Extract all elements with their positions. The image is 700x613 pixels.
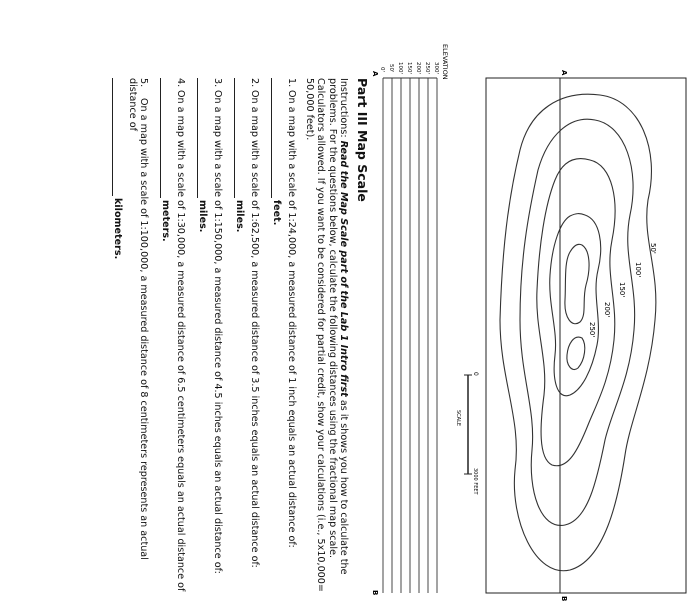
question-number: 4.: [175, 78, 187, 88]
answer-row-3: [196, 78, 208, 598]
contour-line-250-a: [565, 244, 589, 323]
contour-line-250-b: [567, 337, 585, 369]
contour-label-200: 200': [603, 302, 611, 318]
contour-label-250: 250': [588, 322, 596, 338]
instructions-rest: as it shows you how to calculate the problems. For the questions below, calculate the following distances using the fractional map scale. Calculators allowed. If you want to be considered for partial credit, show your calculations (i.e., 5x10,000= 50,000 feet).: [303, 78, 349, 592]
question-number: 3.: [212, 78, 224, 88]
map-label-a: A: [560, 70, 568, 76]
contour-line-100: [520, 119, 635, 525]
answer-unit-4: meters.: [160, 200, 172, 242]
contour-map-figure: [440, 0, 700, 613]
answer-unit-5: kilometers.: [112, 198, 124, 260]
contour-label-150: 150': [618, 282, 626, 298]
map-frame: [486, 78, 686, 593]
map-label-b: B: [560, 596, 568, 602]
answer-blank-4[interactable]: [160, 78, 170, 198]
tick-label: 200': [415, 62, 421, 75]
answer-row-2: [233, 78, 245, 598]
answer-row-1: [270, 78, 282, 598]
profile-label-b: B: [371, 590, 379, 596]
answer-blank-1[interactable]: [271, 78, 281, 198]
answer-blank-3[interactable]: [197, 78, 207, 198]
profile-ticks: [379, 62, 439, 74]
answer-unit-2: miles.: [234, 200, 246, 233]
profile-label-a: A: [371, 71, 379, 77]
contour-label-100: 100': [634, 262, 642, 278]
answer-unit-1: feet.: [271, 200, 283, 226]
answer-unit-3: miles.: [197, 200, 209, 233]
question-5: [127, 78, 149, 598]
question-number: 1.: [286, 78, 298, 88]
scale-title: SCALE: [455, 410, 461, 427]
elevation-profile-graph: [370, 0, 455, 613]
scale-bar: [455, 372, 479, 496]
question-text: On a map with a scale of 1:62,500, a measured distance of 3.5 inches equals an actual distance of:: [249, 90, 261, 568]
question-4: [175, 78, 186, 598]
section-title: Part III Map Scale: [355, 78, 370, 202]
question-text: On a map with a scale of 1:24,000, a measured distance of 1 inch equals an actual distance of:: [286, 90, 298, 548]
tick-label: 250': [424, 62, 430, 75]
contour-label-50: 50': [649, 243, 657, 254]
question-text: On a map with a scale of 1:30,000, a measured distance of 6.5 centimeters equals an actual distance of: [175, 90, 187, 592]
answer-blank-5[interactable]: [112, 78, 122, 196]
question-1: [286, 78, 297, 598]
answer-blank-2[interactable]: [234, 78, 244, 198]
profile-grid: [383, 78, 437, 593]
question-text: On a map with a scale of 1:150,000, a measured distance of 4.5 inches equals an actual distance of:: [212, 90, 224, 574]
answer-row-4: [159, 78, 171, 598]
tick-label: 50': [388, 64, 394, 73]
profile-title: ELEVATION: [441, 44, 449, 80]
question-number: 2.: [249, 78, 261, 88]
question-3: [212, 78, 223, 598]
tick-label: 0': [379, 67, 385, 73]
contour-line-50: [500, 94, 656, 570]
contour-line-200: [550, 214, 601, 396]
instructions-emphasis: Read the Map Scale part of the Lab 1 Intro first: [338, 140, 349, 397]
instructions: [303, 78, 349, 598]
instructions-prefix: Instructions:: [338, 78, 349, 141]
scale-end-label: 3000 FEET: [472, 468, 478, 495]
answer-row-5: [111, 78, 123, 598]
scale-start-label: 0: [472, 372, 479, 376]
question-2: [249, 78, 260, 598]
map-scale-section: [101, 78, 370, 598]
question-text: On a map with a scale of 1:100,000, a measured distance of 8 centimeters represents an actual distance of: [127, 78, 150, 560]
tick-label: 150': [406, 62, 412, 75]
tick-label: 100': [397, 62, 403, 75]
tick-label: 300': [433, 62, 439, 75]
question-number: 5.: [138, 78, 150, 88]
